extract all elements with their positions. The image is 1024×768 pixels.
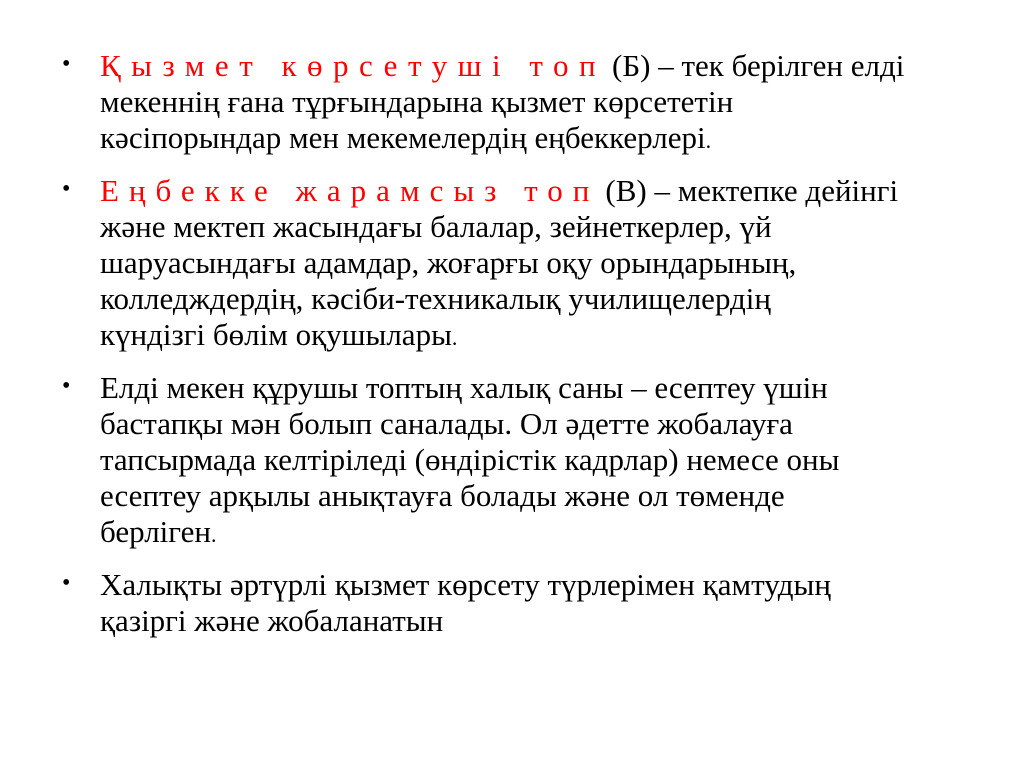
line: Елді мекен құрушы топтың халық саны – есептеу үшін [100,370,828,405]
line: бастапқы мән болып саналады. Ол әдетте жобалауға [100,406,793,441]
list-item [56,173,956,356]
period: . [210,522,217,547]
period: . [451,325,458,350]
term-label: Еңбекке жарамсыз топ [100,173,600,208]
line [100,120,956,159]
line [100,48,956,84]
line: қазіргі және жобаланатын [100,603,444,638]
term-label: Қызмет көрсетуші топ [100,48,607,83]
text: (Б) – тек берілген елді [612,48,905,83]
line: тапсырмада келтіріледі (өндірістік кадрлар) немесе оны [100,442,840,477]
line [100,317,956,356]
period: . [705,128,712,153]
text: берліген [100,514,211,549]
bullet-icon: • [62,373,71,399]
line: және мектеп жасындағы балалар, зейнеткерлер, үй [100,209,772,244]
line [100,173,956,209]
text: күндізгі бөлім оқушылары [100,317,452,352]
line: шаруасындағы адамдар, жоғарғы оқу орындарының, [100,245,797,280]
line: мекеннің ғана тұрғындарына қызмет көрсететін [100,84,734,119]
bullet-icon: • [62,570,71,596]
text: (В) – мектепке дейінгі [605,173,899,208]
line: Халықты әртүрлі қызмет көрсету түрлерімен қамтудың [100,567,831,602]
line [100,514,956,553]
text: кәсіпорындар мен мекемелердің еңбеккерлері [100,120,706,155]
list-item [56,567,956,639]
bullet-list [56,48,956,639]
bullet-icon: • [62,51,71,77]
list-item [56,48,956,159]
bullet-icon: • [62,176,71,202]
line: колледждердің, кәсіби-техникалық училищелердің [100,281,772,316]
line: есептеу арқылы анықтауға болады және ол төменде [100,478,785,513]
list-item [56,370,956,553]
